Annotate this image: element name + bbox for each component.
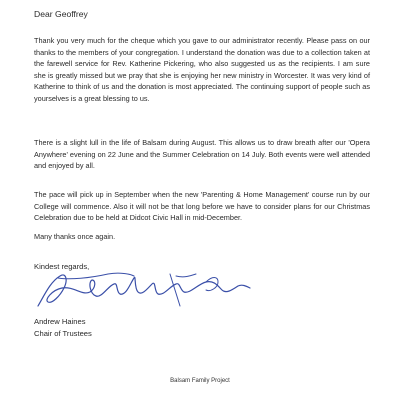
paragraph-september-plans: The pace will pick up in September when the new 'Parenting & Home Management' course run by our College will commence. Also it will not be that long before we have to consider plans for our Christmas Celebration due to be held at Didcot Civic Hall in mid-December. xyxy=(34,190,370,223)
closing-line: Kindest regards, xyxy=(34,262,90,271)
paragraph-summer-events: There is a slight lull in the life of Balsam during August. This allows us to draw breath after our 'Opera Anywhere' evening on 22 June and the Summer Celebration on 14 July. Both events were well attended and enjoyed by all. xyxy=(34,138,370,171)
paragraph-donation-thanks: Thank you very much for the cheque which you gave to our administrator recently. Please pass on our thanks to the members of your congregation. I understand the donation was due to a collection taken at the farewell service for Rev. Katherine Pickering, who also suggested us as the recipients. I am sure she is greatly missed but we pray that she is enjoying her new ministry in Worcester. It was very kind of Katherine to think of us and the donation is most appreciated. The continuing support of people such as yourselves is a great blessing to us. xyxy=(34,36,370,103)
signer-name: Andrew Haines xyxy=(34,317,86,326)
paragraph-closing-thanks: Many thanks once again. xyxy=(34,232,116,241)
salutation: Dear Geoffrey xyxy=(34,9,88,19)
footer-organization: Balsam Family Project xyxy=(170,378,230,384)
signer-role: Chair of Trustees xyxy=(34,329,92,338)
handwritten-signature xyxy=(30,266,260,316)
